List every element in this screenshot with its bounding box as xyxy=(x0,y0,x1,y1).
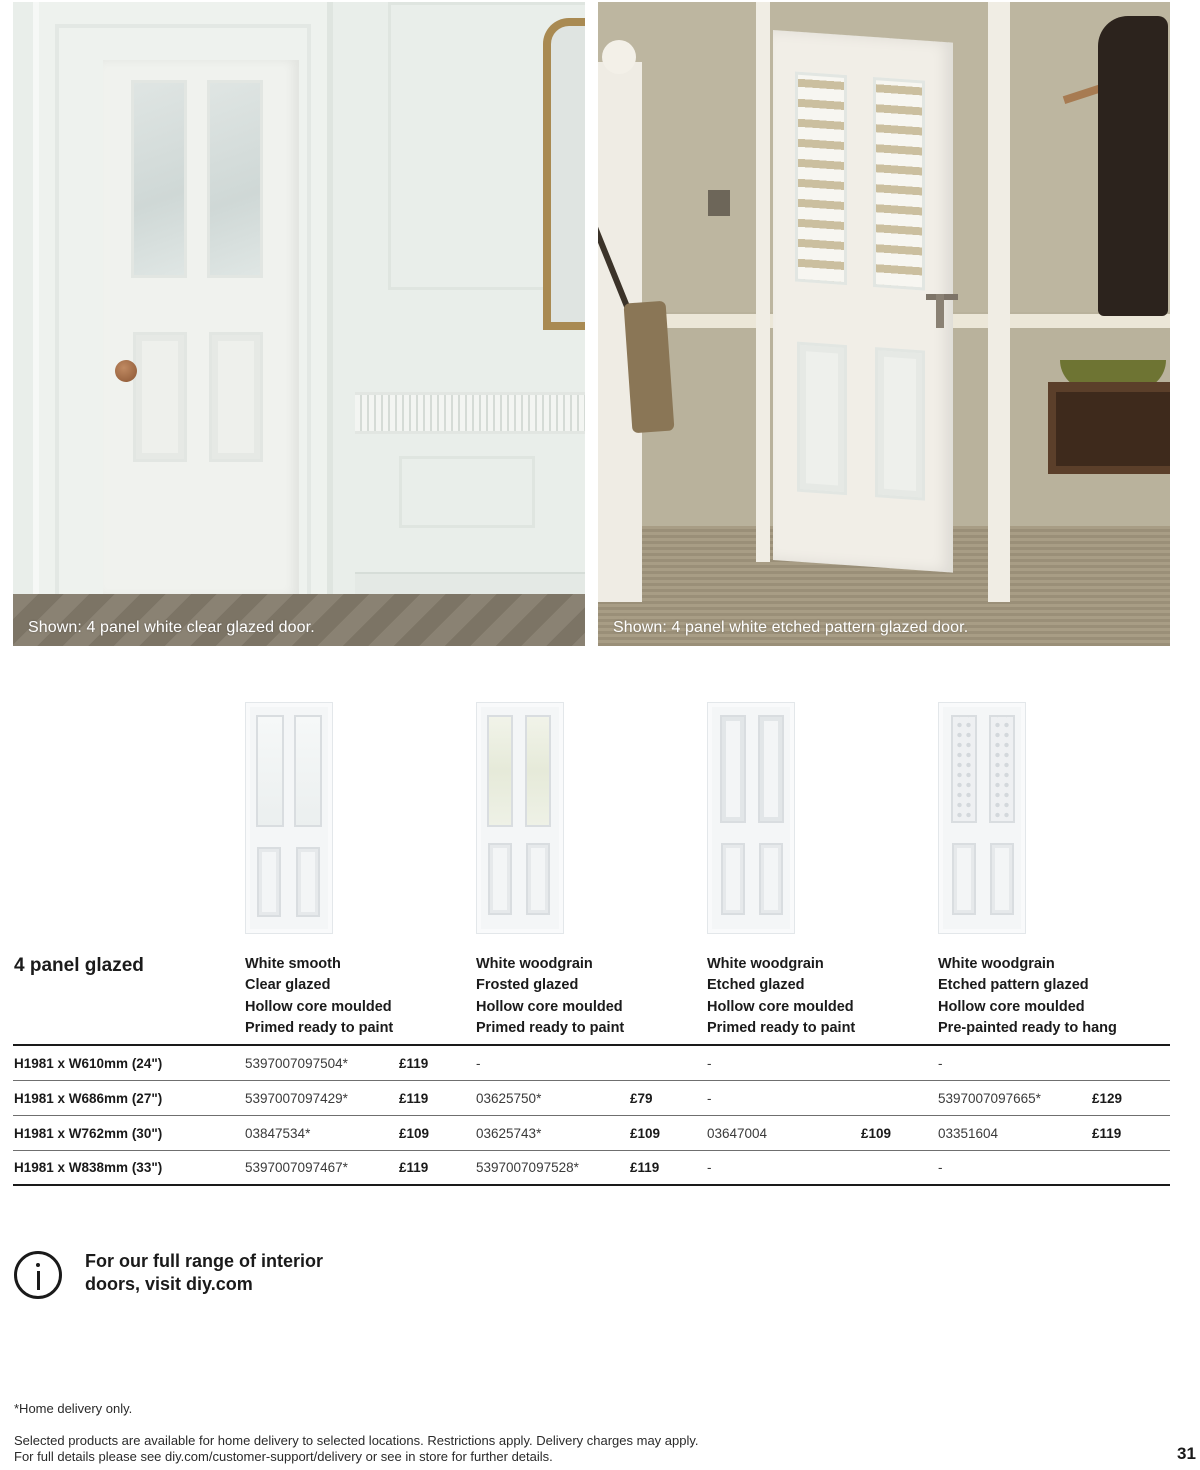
glass-pane xyxy=(758,715,784,823)
door-panel xyxy=(526,843,550,915)
price: £109 xyxy=(861,1126,892,1141)
finish: White woodgrain xyxy=(476,956,593,972)
price: £119 xyxy=(630,1160,660,1175)
info-callout xyxy=(85,1250,323,1296)
size-label: H1981 x W762mm (30") xyxy=(14,1126,163,1141)
glass-pane xyxy=(294,715,322,827)
column-header-frosted-glazed xyxy=(476,954,624,1039)
product-code: 5397007097429* xyxy=(245,1091,348,1106)
light-switch xyxy=(708,190,730,216)
product-code: 03647004 xyxy=(707,1126,768,1141)
price: £119 xyxy=(399,1056,429,1071)
hanging-bag xyxy=(624,301,675,434)
door-panel xyxy=(952,843,976,915)
price: £79 xyxy=(630,1091,653,1106)
table-row xyxy=(13,1151,1170,1185)
info-icon xyxy=(14,1251,62,1299)
door-frame xyxy=(756,2,770,562)
price: £129 xyxy=(1092,1091,1123,1106)
product-image-etched-glazed-door xyxy=(707,702,795,934)
price: £119 xyxy=(399,1091,429,1106)
glass-pane xyxy=(207,80,263,278)
table-title: 4 panel glazed xyxy=(14,955,144,976)
table-row xyxy=(13,1047,1170,1081)
product-image-etched-pattern-glazed-door xyxy=(938,702,1026,934)
column-header-etched-pattern-glazed xyxy=(938,954,1117,1039)
door-panel xyxy=(488,843,512,915)
price: £109 xyxy=(630,1126,661,1141)
product-image-clear-glazed-door xyxy=(245,702,333,934)
price: £109 xyxy=(399,1126,430,1141)
door-knob xyxy=(115,360,137,382)
door-panel xyxy=(257,847,281,917)
construction: Hollow core moulded xyxy=(476,998,623,1015)
table-rule xyxy=(13,1044,1170,1046)
product-code: - xyxy=(707,1056,712,1071)
table-row xyxy=(13,1082,1170,1116)
info-line: For our full range of interior xyxy=(85,1251,323,1271)
product-code: 03351604 xyxy=(938,1126,999,1141)
glass-pane xyxy=(487,715,513,827)
lifestyle-photo-etched-pattern-door xyxy=(598,2,1170,646)
glass-pane xyxy=(989,715,1015,823)
glass-pane xyxy=(951,715,977,823)
finish: White smooth xyxy=(245,956,341,972)
size-label: H1981 x W686mm (27") xyxy=(14,1091,163,1106)
table-rule xyxy=(13,1080,1170,1081)
photo-caption: Shown: 4 panel white etched pattern glazed door. xyxy=(613,619,969,636)
table-row xyxy=(13,1117,1170,1151)
treatment: Primed ready to paint xyxy=(476,1019,625,1036)
glazing: Clear glazed xyxy=(245,977,331,994)
size-label: H1981 x W610mm (24") xyxy=(14,1056,163,1071)
product-code: 03625743* xyxy=(476,1126,542,1141)
glazing: Etched glazed xyxy=(707,977,805,994)
construction: Hollow core moulded xyxy=(707,998,854,1015)
size-label: H1981 x W838mm (33") xyxy=(14,1160,163,1175)
door xyxy=(773,30,953,573)
product-code: - xyxy=(707,1091,712,1106)
product-code: - xyxy=(476,1056,481,1071)
product-code: 03625750* xyxy=(476,1091,542,1106)
treatment: Pre-painted ready to hang xyxy=(938,1019,1117,1036)
door-panel xyxy=(759,843,783,915)
delivery-disclaimer-line: Selected products are available for home delivery to selected locations. Restrictions apply. Delivery charges may apply. xyxy=(14,1433,699,1448)
product-code: 03847534* xyxy=(245,1126,311,1141)
glass-pane xyxy=(131,80,187,278)
dado-panel xyxy=(399,456,535,528)
product-code: 5397007097665* xyxy=(938,1091,1041,1106)
door xyxy=(103,60,299,596)
product-code: 5397007097528* xyxy=(476,1160,579,1175)
delivery-disclaimer-line: For full details please see diy.com/customer-support/delivery or see in store for further details. xyxy=(14,1449,553,1464)
product-code: 5397007097467* xyxy=(245,1160,348,1175)
treatment: Primed ready to paint xyxy=(707,1019,856,1036)
skirting-board xyxy=(355,572,585,596)
glazing: Frosted glazed xyxy=(476,977,579,994)
page-number: 31 xyxy=(1177,1444,1196,1463)
fluted-dado-rail xyxy=(355,392,585,434)
lifestyle-photo-clear-glazed-door xyxy=(13,2,585,646)
door-panel xyxy=(797,342,847,495)
door-architrave xyxy=(33,2,333,596)
glass-pane xyxy=(525,715,551,827)
product-image-frosted-glazed-door xyxy=(476,702,564,934)
door-panel xyxy=(209,332,263,462)
glass-pane xyxy=(720,715,746,823)
treatment: Primed ready to paint xyxy=(245,1019,394,1036)
gilt-mirror xyxy=(543,18,585,330)
info-line: doors, visit diy.com xyxy=(85,1274,253,1294)
finish: White woodgrain xyxy=(938,956,1055,972)
door-panel xyxy=(721,843,745,915)
product-code: - xyxy=(707,1160,712,1175)
product-code: 5397007097504* xyxy=(245,1056,348,1071)
product-code: - xyxy=(938,1056,943,1071)
column-header-etched-glazed xyxy=(707,954,855,1039)
price: £119 xyxy=(1092,1126,1122,1141)
door-panel xyxy=(990,843,1014,915)
glazing: Etched pattern glazed xyxy=(938,977,1089,994)
etched-glass-pane xyxy=(795,72,847,286)
glass-pane xyxy=(256,715,284,827)
finish: White woodgrain xyxy=(707,956,824,972)
construction: Hollow core moulded xyxy=(938,998,1085,1015)
column-header-clear-glazed xyxy=(245,954,393,1039)
door-handle xyxy=(926,294,958,300)
table-rule xyxy=(13,1115,1170,1116)
construction: Hollow core moulded xyxy=(245,998,392,1015)
home-delivery-footnote: *Home delivery only. xyxy=(14,1401,133,1416)
door-frame xyxy=(988,2,1010,602)
table-rule xyxy=(13,1184,1170,1186)
door-panel xyxy=(133,332,187,462)
etched-glass-pane xyxy=(873,77,925,291)
door-panel xyxy=(296,847,320,917)
door-panel xyxy=(875,347,925,500)
hanging-coat xyxy=(1098,16,1168,316)
product-code: - xyxy=(938,1160,943,1175)
photo-caption: Shown: 4 panel white clear glazed door. xyxy=(28,619,315,636)
price: £119 xyxy=(399,1160,429,1175)
wall-shelf xyxy=(1048,382,1170,474)
